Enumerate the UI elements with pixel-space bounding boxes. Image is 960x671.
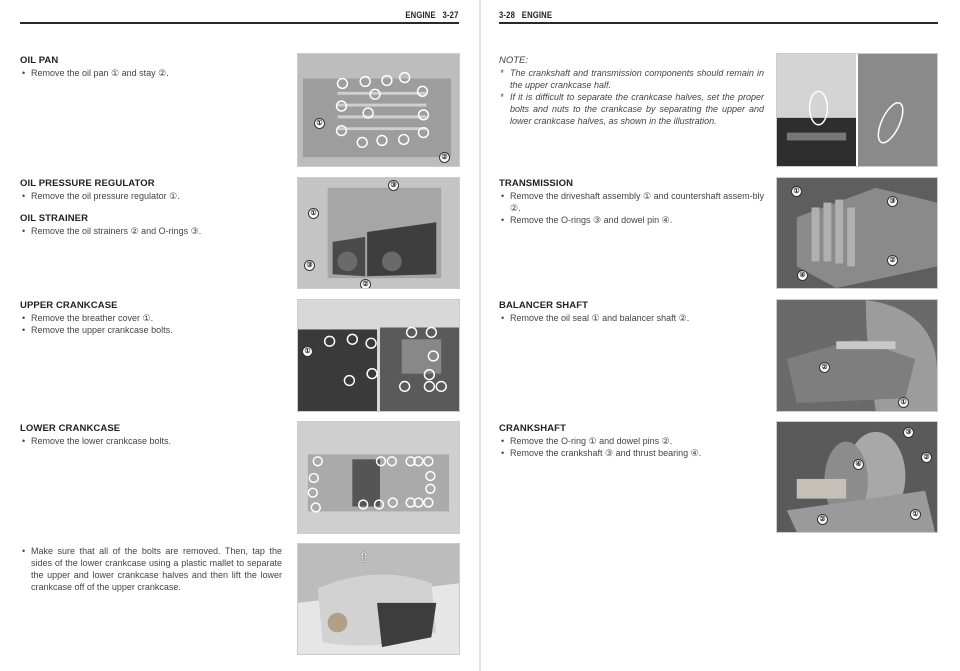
callout-4: ④ bbox=[797, 270, 808, 281]
crankcase-separation-photo bbox=[297, 543, 460, 655]
section-lower-crankcase bbox=[20, 423, 280, 447]
note-title: NOTE: bbox=[499, 55, 529, 66]
section-oil-strainer bbox=[20, 213, 280, 237]
callout-1: ① bbox=[308, 208, 319, 219]
section-upper-crankcase bbox=[20, 300, 280, 336]
bullet: • Make sure that all of the bolts are removed. Then, tap the sides of the lower crankcase using a plastic mallet to separate the upper and lower crankcase halves and then lift the lower crankcase off of the upper crankcase. bbox=[20, 545, 282, 593]
section-title: TRANSMISSION bbox=[499, 178, 574, 189]
callout-1: ① bbox=[910, 509, 921, 520]
bullet: • Remove the O-ring ① and dowel pins ②. bbox=[499, 435, 767, 447]
oil-regulator-strainer-photo bbox=[297, 177, 460, 289]
note-item: * The crankshaft and transmission components should remain in the upper crankcase half. bbox=[499, 67, 764, 91]
balancer-shaft-photo bbox=[776, 299, 938, 412]
page-header bbox=[499, 10, 552, 20]
section-title: OIL STRAINER bbox=[20, 213, 89, 224]
lower-crankcase-bolts-photo bbox=[297, 421, 460, 534]
right-page bbox=[481, 0, 960, 671]
left-page bbox=[0, 0, 479, 671]
section-title: OIL PRESSURE REGULATOR bbox=[20, 178, 155, 189]
callout-1: ① bbox=[302, 346, 313, 357]
bullet: • Remove the upper crankcase bolts. bbox=[20, 324, 280, 336]
callout-1: ① bbox=[314, 118, 325, 129]
callout-1: ① bbox=[791, 186, 802, 197]
section-crankshaft bbox=[499, 423, 767, 459]
bullet: • Remove the oil pressure regulator ①. bbox=[20, 190, 280, 202]
oil-pan-photo bbox=[297, 53, 460, 167]
callout-4: ④ bbox=[853, 459, 864, 470]
page-header bbox=[406, 10, 459, 20]
bullet: • Remove the breather cover ①. bbox=[20, 312, 280, 324]
callout-2: ② bbox=[921, 452, 932, 463]
header-section: ENGINE bbox=[521, 10, 553, 20]
callout-2: ② bbox=[819, 362, 830, 373]
callout-3-b: ③ bbox=[304, 260, 315, 271]
section-title: LOWER CRANKCASE bbox=[20, 423, 121, 434]
header-rule bbox=[499, 22, 938, 24]
section-oil-pan bbox=[20, 55, 280, 79]
callout-2: ② bbox=[360, 279, 371, 289]
section-title: UPPER CRANKCASE bbox=[20, 300, 118, 311]
callout-2: ② bbox=[887, 255, 898, 266]
bullet: • Remove the O-rings ③ and dowel pin ④. bbox=[499, 214, 767, 226]
bullet: • Remove the lower crankcase bolts. bbox=[20, 435, 280, 447]
callout-1: ① bbox=[898, 397, 909, 408]
callout-2-b: ② bbox=[817, 514, 828, 525]
section-title: CRANKSHAFT bbox=[499, 423, 566, 434]
section-separate-crankcase bbox=[20, 545, 282, 593]
section-transmission bbox=[499, 178, 767, 226]
header-page-number: 3-28 bbox=[499, 10, 516, 20]
section-oil-pressure-regulator bbox=[20, 178, 280, 202]
callout-2: ② bbox=[439, 152, 450, 163]
note-block bbox=[499, 55, 764, 127]
callout-3: ③ bbox=[887, 196, 898, 207]
header-section: ENGINE bbox=[405, 10, 437, 20]
header-page-number: 3-27 bbox=[442, 10, 459, 20]
callout-3: ③ bbox=[903, 427, 914, 438]
callout-3: ③ bbox=[388, 180, 399, 191]
section-balancer-shaft bbox=[499, 300, 767, 324]
up-arrow-icon: ⇧ bbox=[358, 549, 370, 565]
upper-crankcase-photo bbox=[297, 299, 460, 412]
crankshaft-photo bbox=[776, 421, 938, 533]
bullet: • Remove the driveshaft assembly ① and countershaft assem-bly ②. bbox=[499, 190, 767, 214]
bullet: • Remove the oil strainers ② and O-rings ③. bbox=[20, 225, 280, 237]
bullet: • Remove the crankshaft ③ and thrust bearing ④. bbox=[499, 447, 767, 459]
section-title: OIL PAN bbox=[20, 55, 59, 66]
crankcase-bolt-nut-photo bbox=[776, 53, 938, 167]
section-title: BALANCER SHAFT bbox=[499, 300, 589, 311]
bullet: • Remove the oil seal ① and balancer shaft ②. bbox=[499, 312, 767, 324]
bullet: • Remove the oil pan ① and stay ②. bbox=[20, 67, 280, 79]
note-item: * If it is difficult to separate the crankcase halves, set the proper bolts and nuts to the crankcase by separating the upper and lower crankcase halves, as shown in the illustration. bbox=[499, 91, 764, 127]
transmission-photo bbox=[776, 177, 938, 289]
header-rule bbox=[20, 22, 459, 24]
